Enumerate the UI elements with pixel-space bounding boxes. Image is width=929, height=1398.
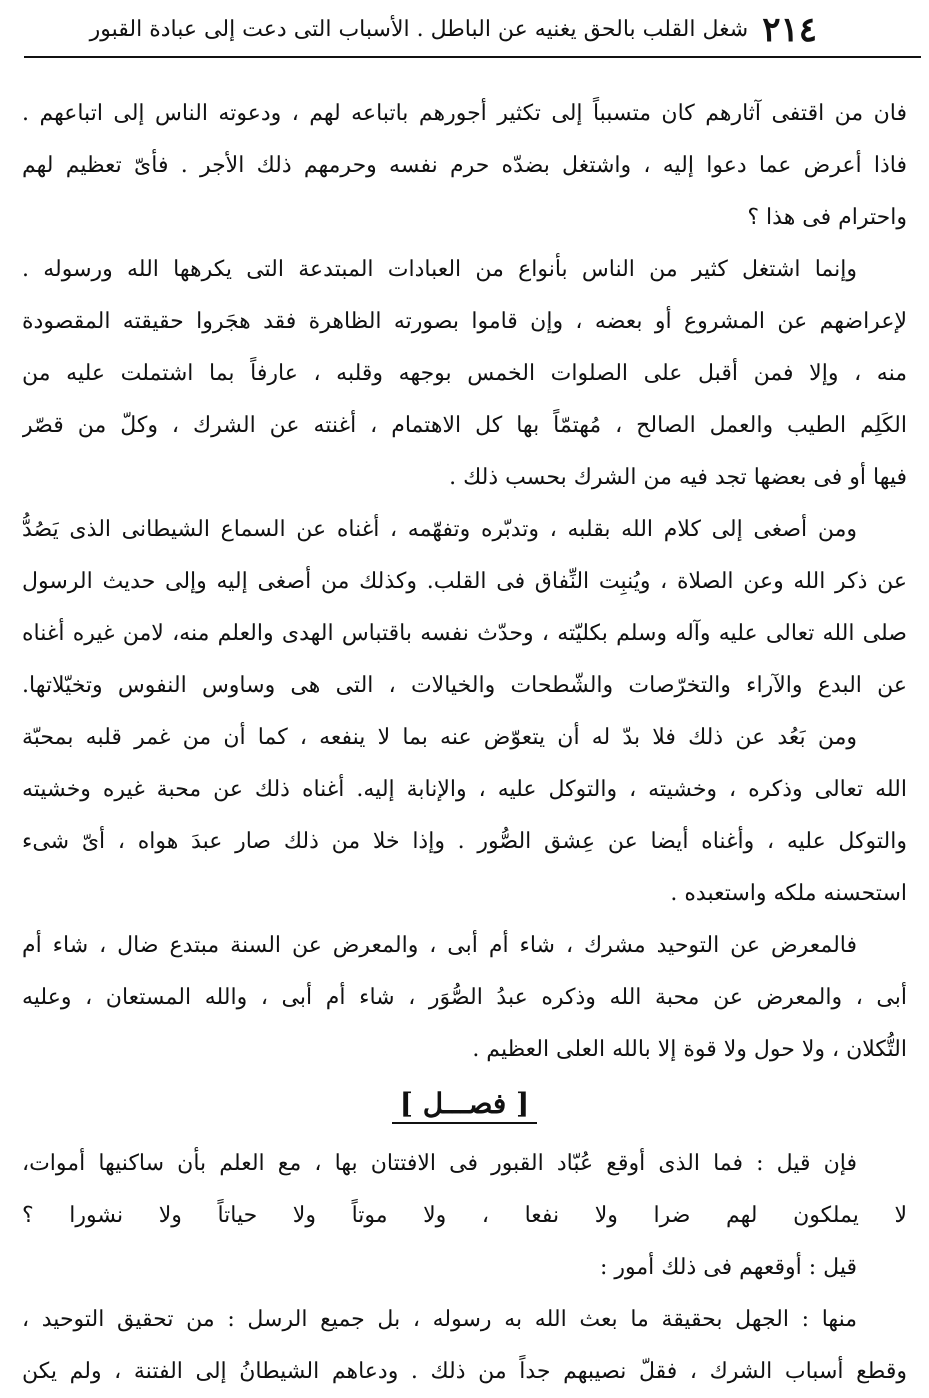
text-line: فيها أو فى بعضها تجد فيه من الشرك بحسب ذلك . bbox=[449, 465, 907, 490]
text-line: وقطع أسباب الشرك ، فقلّ نصيبهم جداً من ذلك . ودعاهم الشيطانُ إلى الفتنة ، ولم يكن bbox=[22, 1359, 907, 1384]
running-head: شغل القلب بالحق يغنيه عن الباطل . الأسباب التى دعت إلى عبادة القبور bbox=[89, 17, 749, 42]
text-line: لا يملكون لهم ضرا ولا نفعا ، ولا موتاً ولا حياتاً ولا نشورا ؟ bbox=[22, 1203, 907, 1228]
body-text bbox=[22, 88, 907, 1398]
text-line: عن ذكر الله وعن الصلاة ، ويُنبِت النِّفاق فى القلب. وكذلك من أصغى إليه وإلى حديث الرسول bbox=[22, 569, 907, 594]
text-line: وإنما اشتغل كثير من الناس بأنواع من العبادات المبتدعة التى يكرهها الله ورسوله . bbox=[22, 257, 857, 282]
text-line: فان من اقتفى آثارهم كان متسبباً إلى تكثير أجورهم باتباعه لهم ، ودعوته الناس إلى اتباعهم . bbox=[22, 101, 907, 126]
text-line: فالمعرض عن التوحيد مشرك ، شاء أم أبى ، والمعرض عن السنة مبتدع ضال ، شاء أم bbox=[22, 933, 857, 958]
text-line: واحترام فى هذا ؟ bbox=[747, 205, 907, 230]
text-line: الله تعالى وذكره ، وخشيته ، والتوكل عليه ، والإنابة إليه. أغناه ذلك عن محبة غيره وخشيته bbox=[22, 777, 907, 802]
text-line: منها : الجهل بحقيقة ما بعث الله به رسوله ، بل جميع الرسل : من تحقيق التوحيد ، bbox=[22, 1307, 857, 1332]
text-line: ومن أصغى إلى كلام الله بقلبه ، وتدبّره وتفهّمه ، أغناه عن السماع الشيطانى الذى يَصُدُّ bbox=[22, 517, 857, 542]
text-line: الكَلِم الطيب والعمل الصالح ، مُهتمّاً بها كل الاهتمام ، أغنته عن الشرك ، وكلّ من قصّر bbox=[22, 413, 907, 438]
section-title-text: [ فصـــل ] bbox=[392, 1090, 537, 1124]
text-line: التُّكلان ، ولا حول ولا قوة إلا بالله العلى العظيم . bbox=[472, 1037, 907, 1062]
page-header bbox=[30, 6, 817, 54]
text-line: فاذا أعرض عما دعوا إليه ، واشتغل بضدّه حرم نفسه وحرمهم ذلك الأجر . فأىّ تعظيم لهم bbox=[22, 153, 907, 178]
text-line: ومن بَعُد عن ذلك فلا بدّ له أن يتعوّض عنه بما لا ينفعه ، كما أن من غمر قلبه بمحبّة bbox=[22, 725, 857, 750]
text-line: فإن قيل : فما الذى أوقع عُبّاد القبور فى الافتتان بها ، مع العلم بأن ساكنيها أموات، bbox=[22, 1151, 857, 1176]
text-line: منه ، وإلا فمن أقبل على الصلوات الخمس بوجهه وقلبه ، عارفاً بما اشتملت عليه من bbox=[22, 361, 907, 386]
section-title bbox=[22, 1076, 907, 1138]
text-line: صلى الله تعالى عليه وآله وسلم بكليّته ، وحدّث نفسه باقتباس الهدى والعلم منه، لامن غيره أغناه bbox=[22, 621, 907, 646]
header-rule bbox=[24, 56, 921, 58]
text-line: قيل : أوقعهم فى ذلك أمور : bbox=[599, 1255, 857, 1280]
text-line: لإعراضهم عن المشروع أو بعضه ، وإن قاموا بصورته الظاهرة فقد هجَروا حقيقته المقصودة bbox=[22, 309, 907, 334]
text-line: استحسنه ملكه واستعبده . bbox=[670, 881, 907, 906]
page-number: ٢١٤ bbox=[762, 10, 817, 50]
text-line: أبى ، والمعرض عن محبة الله وذكره عبدُ الصُّوَر ، شاء أم أبى ، والله المستعان ، وعليه bbox=[22, 985, 907, 1010]
text-line: عن البدع والآراء والتخرّصات والشّطحات والخيالات ، التى هى وساوس النفوس وتخيّلاتها. bbox=[22, 673, 907, 698]
text-line: والتوكل عليه ، وأغناه أيضا عن عِشق الصُّور . وإذا خلا من ذلك صار عبدَ هواه ، أىّ شىء bbox=[22, 829, 907, 854]
